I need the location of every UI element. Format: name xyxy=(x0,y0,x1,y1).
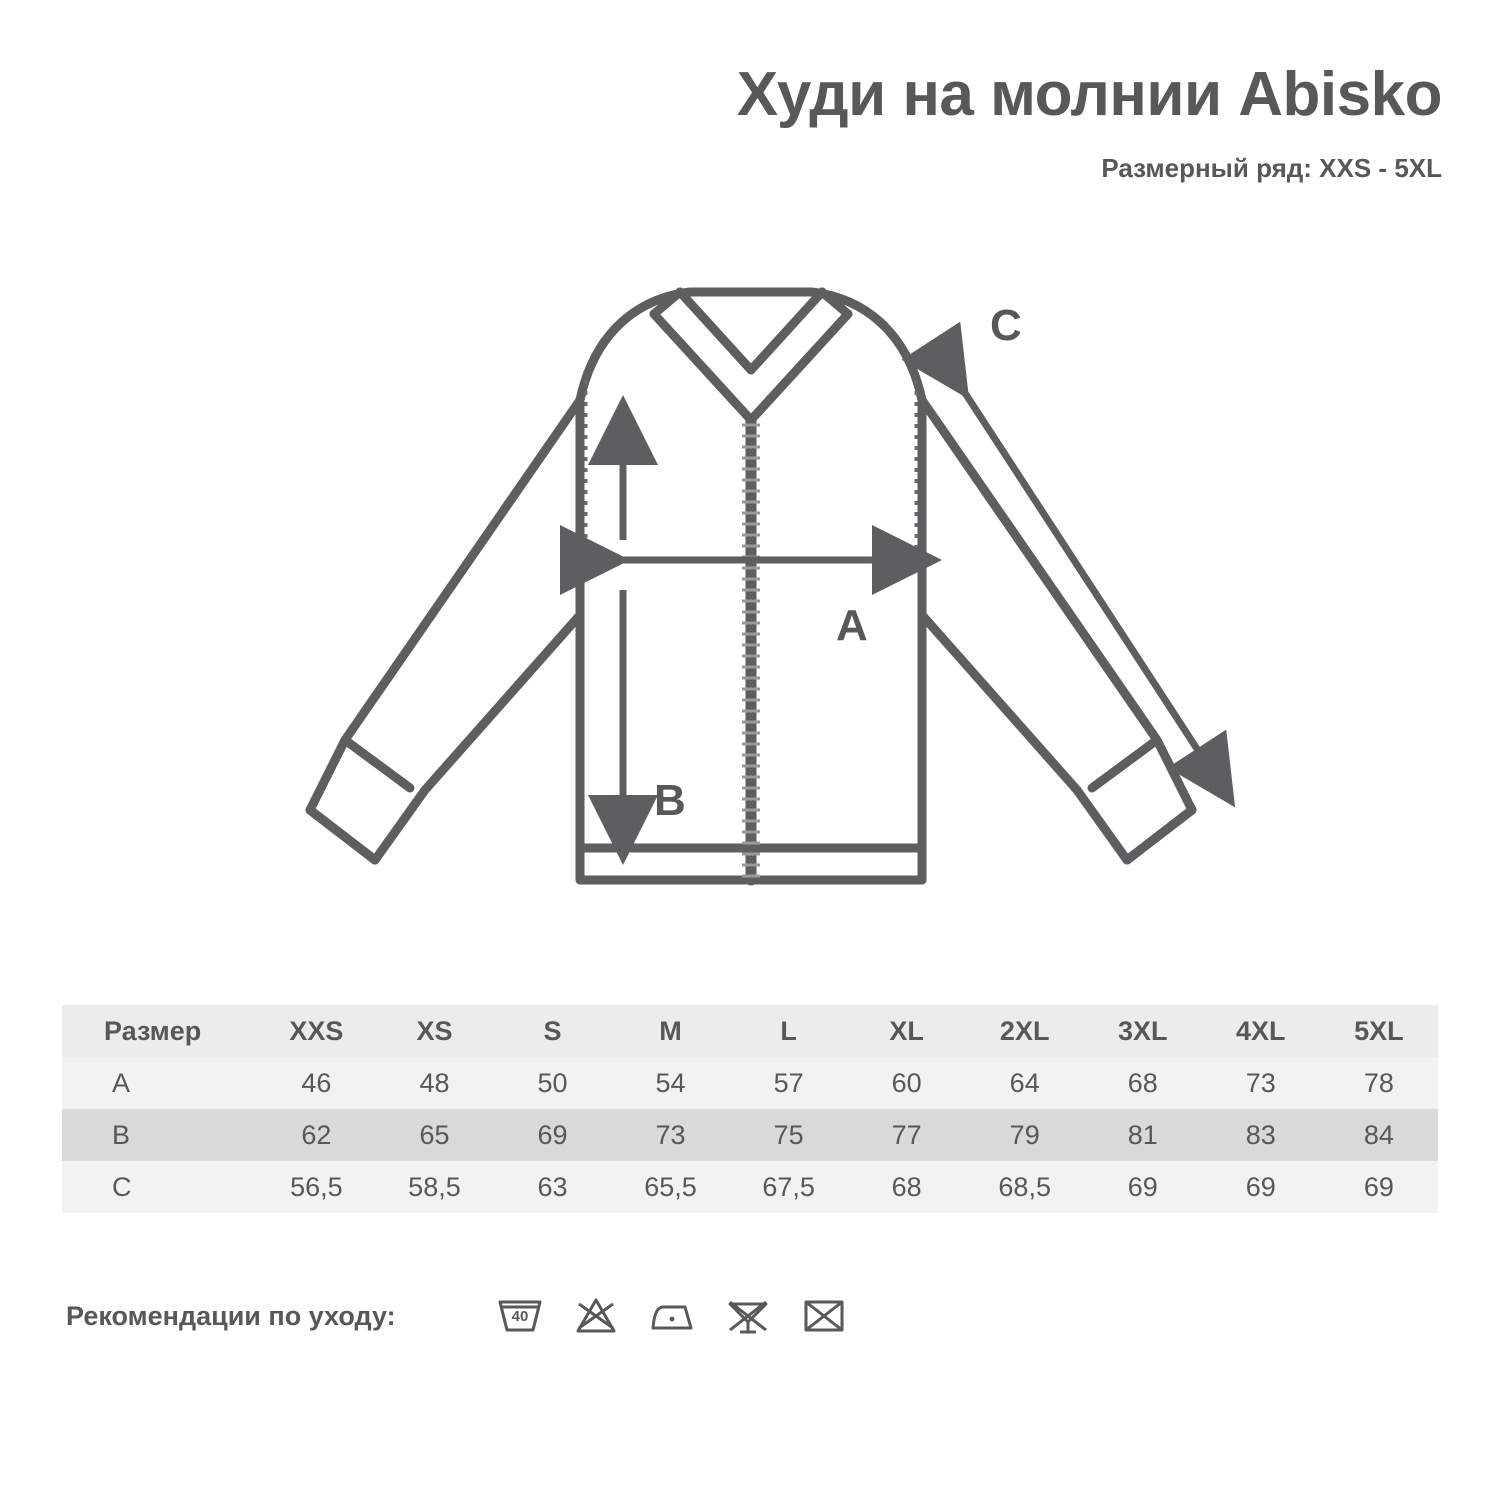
row-label-b: B xyxy=(62,1109,257,1161)
table-row xyxy=(62,1057,1438,1109)
column-header-l: L xyxy=(730,1005,848,1057)
row-label-c: C xyxy=(62,1161,257,1213)
size-range-subtitle: Размерный ряд: XXS - 5XL xyxy=(1101,153,1442,184)
cell-b-xs: 65 xyxy=(375,1109,493,1161)
column-header-5xl: 5XL xyxy=(1320,1005,1438,1057)
care-icon-list xyxy=(492,1288,852,1344)
care-label: Рекомендации по уходу: xyxy=(66,1300,396,1331)
column-header-xxs: XXS xyxy=(257,1005,375,1057)
column-header-xl: XL xyxy=(848,1005,966,1057)
cell-c-xxs: 56,5 xyxy=(257,1161,375,1213)
cell-b-2xl: 79 xyxy=(966,1109,1084,1161)
cell-c-5xl: 69 xyxy=(1320,1161,1438,1213)
cell-a-xs: 48 xyxy=(375,1057,493,1109)
size-table xyxy=(62,1005,1438,1213)
left-sleeve-outline xyxy=(310,400,580,860)
column-header-3xl: 3XL xyxy=(1084,1005,1202,1057)
cell-a-2xl: 64 xyxy=(966,1057,1084,1109)
cell-a-s: 50 xyxy=(493,1057,611,1109)
column-header-s: S xyxy=(493,1005,611,1057)
column-header-4xl: 4XL xyxy=(1202,1005,1320,1057)
right-underarm xyxy=(922,615,1077,790)
size-table-wrap xyxy=(62,1005,1438,1213)
cell-b-m: 73 xyxy=(612,1109,730,1161)
left-underarm xyxy=(425,615,580,790)
cell-b-xxs: 62 xyxy=(257,1109,375,1161)
cell-c-s: 63 xyxy=(493,1161,611,1213)
do-not-tumble-dry-icon xyxy=(720,1288,776,1344)
column-header-m: M xyxy=(612,1005,730,1057)
left-cuff-line-a xyxy=(310,810,375,860)
table-header-row xyxy=(62,1005,1438,1057)
hood-inner-line xyxy=(680,292,822,370)
size-table-body xyxy=(62,1057,1438,1213)
wash-40-icon xyxy=(492,1288,548,1344)
table-row xyxy=(62,1161,1438,1213)
right-cuff-line-a xyxy=(1127,810,1192,860)
right-cuff-line-b xyxy=(1092,740,1157,788)
care-instructions xyxy=(66,1288,852,1344)
column-header-2xl: 2XL xyxy=(966,1005,1084,1057)
page-title: Худи на молнии Abisko xyxy=(736,60,1442,129)
cell-c-l: 67,5 xyxy=(730,1161,848,1213)
table-row xyxy=(62,1109,1438,1161)
do-not-dryclean-icon xyxy=(796,1288,852,1344)
cell-c-xl: 68 xyxy=(848,1161,966,1213)
size-table-head xyxy=(62,1005,1438,1057)
cell-a-3xl: 68 xyxy=(1084,1057,1202,1109)
cell-a-4xl: 73 xyxy=(1202,1057,1320,1109)
cell-b-l: 75 xyxy=(730,1109,848,1161)
left-cuff-line-b xyxy=(345,740,410,788)
cell-a-m: 54 xyxy=(612,1057,730,1109)
label-b: B xyxy=(654,776,686,825)
hood-outer xyxy=(580,292,922,400)
cell-b-3xl: 81 xyxy=(1084,1109,1202,1161)
column-header-size: Размер xyxy=(62,1005,257,1057)
cell-b-xl: 77 xyxy=(848,1109,966,1161)
arrow-c xyxy=(950,370,1216,778)
cell-c-m: 65,5 xyxy=(612,1161,730,1213)
hoodie-diagram-svg xyxy=(250,270,1260,930)
cell-b-5xl: 84 xyxy=(1320,1109,1438,1161)
label-c: C xyxy=(990,301,1022,350)
cell-c-2xl: 68,5 xyxy=(966,1161,1084,1213)
cell-b-4xl: 83 xyxy=(1202,1109,1320,1161)
cell-c-xs: 58,5 xyxy=(375,1161,493,1213)
cell-c-4xl: 69 xyxy=(1202,1161,1320,1213)
iron-dot-icon xyxy=(670,1317,675,1322)
do-not-bleach-icon xyxy=(568,1288,624,1344)
right-sleeve-outline xyxy=(922,400,1192,860)
cell-a-xl: 60 xyxy=(848,1057,966,1109)
cell-c-3xl: 69 xyxy=(1084,1161,1202,1213)
cell-a-5xl: 78 xyxy=(1320,1057,1438,1109)
wash-temp-text: 40 xyxy=(511,1308,529,1325)
cell-a-xxs: 46 xyxy=(257,1057,375,1109)
column-header-xs: XS xyxy=(375,1005,493,1057)
header xyxy=(58,62,1442,184)
cell-b-s: 69 xyxy=(493,1109,611,1161)
row-label-a: A xyxy=(62,1057,257,1109)
garment-illustration xyxy=(250,270,1260,930)
label-a: A xyxy=(836,601,868,650)
iron-low-icon xyxy=(644,1288,700,1344)
cell-a-l: 57 xyxy=(730,1057,848,1109)
